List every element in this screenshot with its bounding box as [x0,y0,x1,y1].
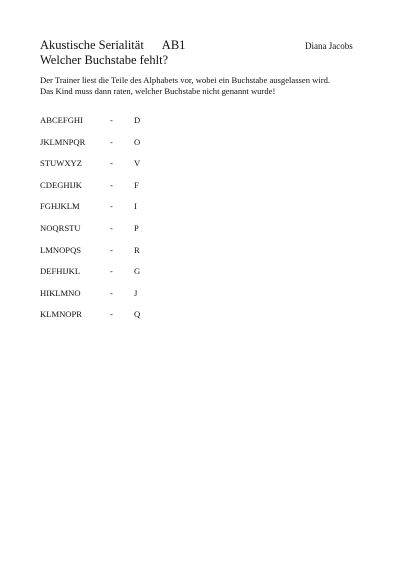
letter-sequence: HIKLMNO [40,287,81,298]
separator: - [110,309,113,320]
exercise-row [40,309,240,331]
missing-letter: J [134,287,138,298]
separator: - [110,244,113,255]
missing-letter: V [134,158,141,169]
letter-sequence: NOQRSTU [40,222,81,233]
worksheet-title [40,38,185,52]
missing-letter: I [134,201,137,212]
letter-sequence: DEFHIJKL [40,266,81,277]
exercise-row [40,266,240,288]
exercise-row [40,288,240,310]
letter-sequence: KLMNOPR [40,309,83,320]
exercise-row [40,180,240,202]
letter-sequence: ABCEFGHI [40,115,83,125]
exercise-row [40,137,240,159]
author-name: Diana Jacobs [305,41,353,51]
missing-letter: D [134,115,141,125]
exercise-row [40,245,240,267]
title-text: Akustische Serialität [40,38,144,52]
instruction-line: Das Kind muss dann raten, welcher Buchstabe nicht genannt wurde! [40,85,276,96]
missing-letter: Q [134,309,141,320]
exercise-row [40,201,240,223]
separator: - [110,115,113,125]
separator: - [110,287,113,298]
worksheet-subtitle: Welcher Buchstabe fehlt? [40,53,169,67]
exercise-row [40,115,240,137]
missing-letter: P [134,222,139,233]
letter-sequence: FGHJKLM [40,201,80,212]
exercise-list [40,115,240,331]
exercise-row [40,158,240,180]
separator: - [110,179,113,190]
sheet-label: AB1 [161,38,186,52]
instruction-line: Der Trainer liest die Teile des Alphabets vor, wobei ein Buchstabe ausgelassen wird. [40,75,331,85]
missing-letter: G [134,266,141,277]
letter-sequence: CDEGHIJK [40,179,83,190]
separator: - [110,158,113,169]
letter-sequence: STUWXYZ [40,158,83,169]
missing-letter: F [134,179,139,190]
exercise-row [40,223,240,245]
letter-sequence: LMNOPQS [40,244,82,255]
separator: - [110,201,113,212]
missing-letter: R [134,244,140,255]
missing-letter: O [134,136,141,147]
separator: - [110,222,113,233]
separator: - [110,266,113,277]
separator: - [110,136,113,147]
instructions [40,75,380,96]
letter-sequence: JKLMNPQR [40,136,86,147]
